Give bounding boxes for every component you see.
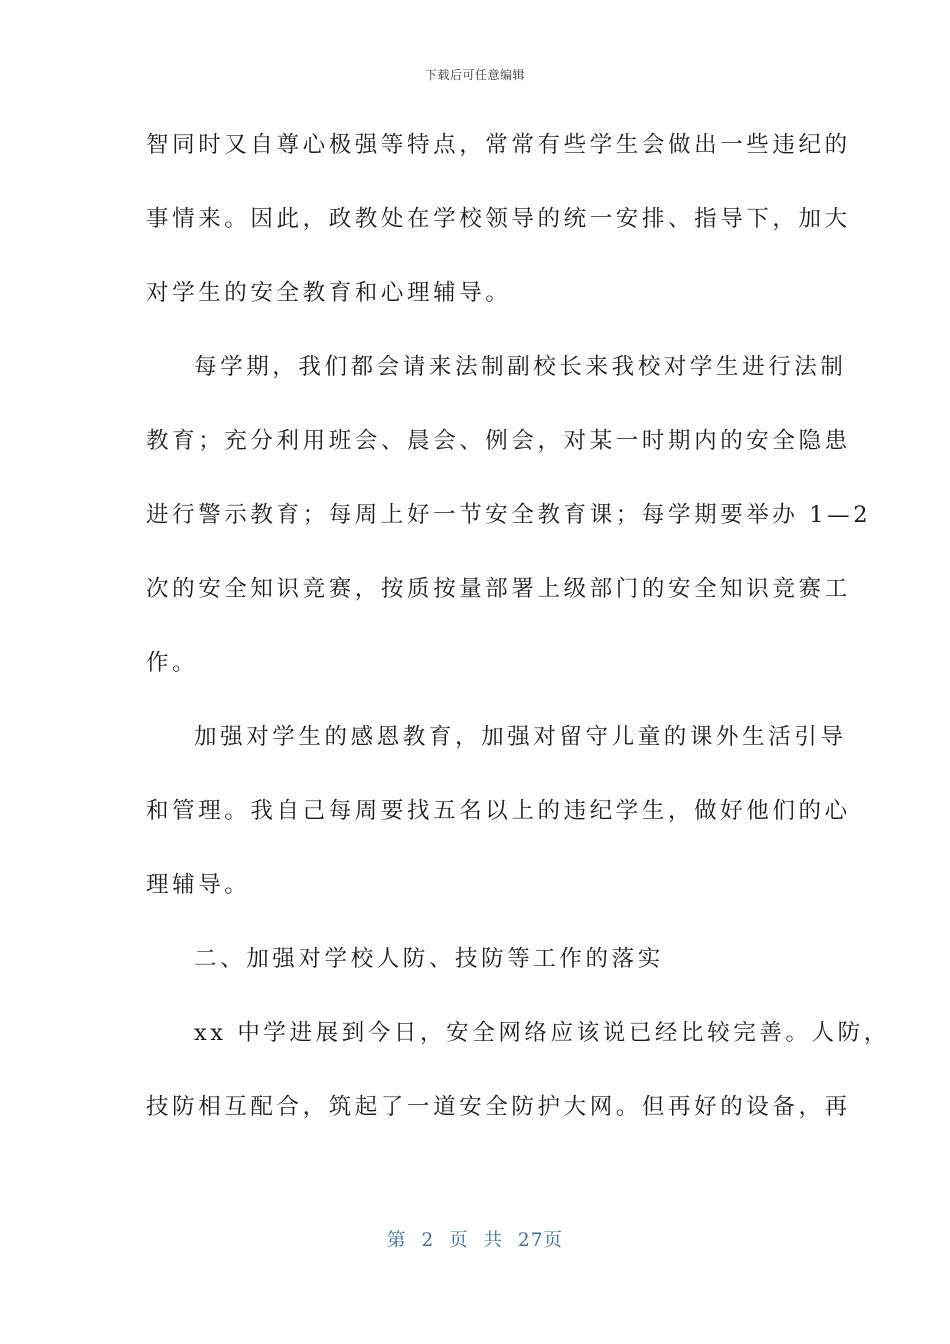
body-line: 理辅导。 (146, 872, 251, 898)
page-footer (0, 1226, 950, 1252)
footer-total-label: 共 (483, 1230, 504, 1251)
body-line: 事情来。因此，政教处在学校领导的统一安排、指导下，加大 (146, 206, 851, 232)
section-heading: 二、加强对学校人防、技防等工作的落实 (194, 946, 664, 972)
body-line: 技防相互配合，筑起了一道安全防护大网。但再好的设备，再 (146, 1094, 851, 1120)
footer-total-pages: 27页 (517, 1230, 563, 1251)
body-line: 教育；充分利用班会、晨会、例会，对某一时期内的安全隐患 (146, 428, 851, 454)
body-line: 智同时又自尊心极强等特点，常常有些学生会做出一些违纪的 (146, 132, 851, 158)
body-line: 和管理。我自己每周要找五名以上的违纪学生，做好他们的心 (146, 798, 851, 824)
body-line: 作。 (146, 650, 199, 676)
paragraph-start-line: 加强对学生的感恩教育，加强对留守儿童的课外生活引导 (194, 724, 847, 750)
header-note: 下载后可任意编辑 (424, 68, 525, 82)
footer-page-label: 第 (387, 1230, 407, 1251)
paragraph-start-line: xx 中学进展到今日，安全网络应该说已经比较完善。人防， (194, 1020, 890, 1046)
footer-page-unit: 页 (449, 1230, 469, 1251)
document-body (146, 122, 890, 1158)
paragraph-start-line: 每学期，我们都会请来法制副校长来我校对学生进行法制 (194, 354, 847, 380)
body-line: 次的安全知识竞赛，按质按量部署上级部门的安全知识竞赛工 (146, 576, 851, 602)
body-line: 对学生的安全教育和心理辅导。 (146, 280, 512, 306)
body-line: 进行警示教育；每周上好一节安全教育课；每学期要举办 1—2 (146, 502, 872, 528)
footer-current-page: 2 (421, 1230, 435, 1251)
